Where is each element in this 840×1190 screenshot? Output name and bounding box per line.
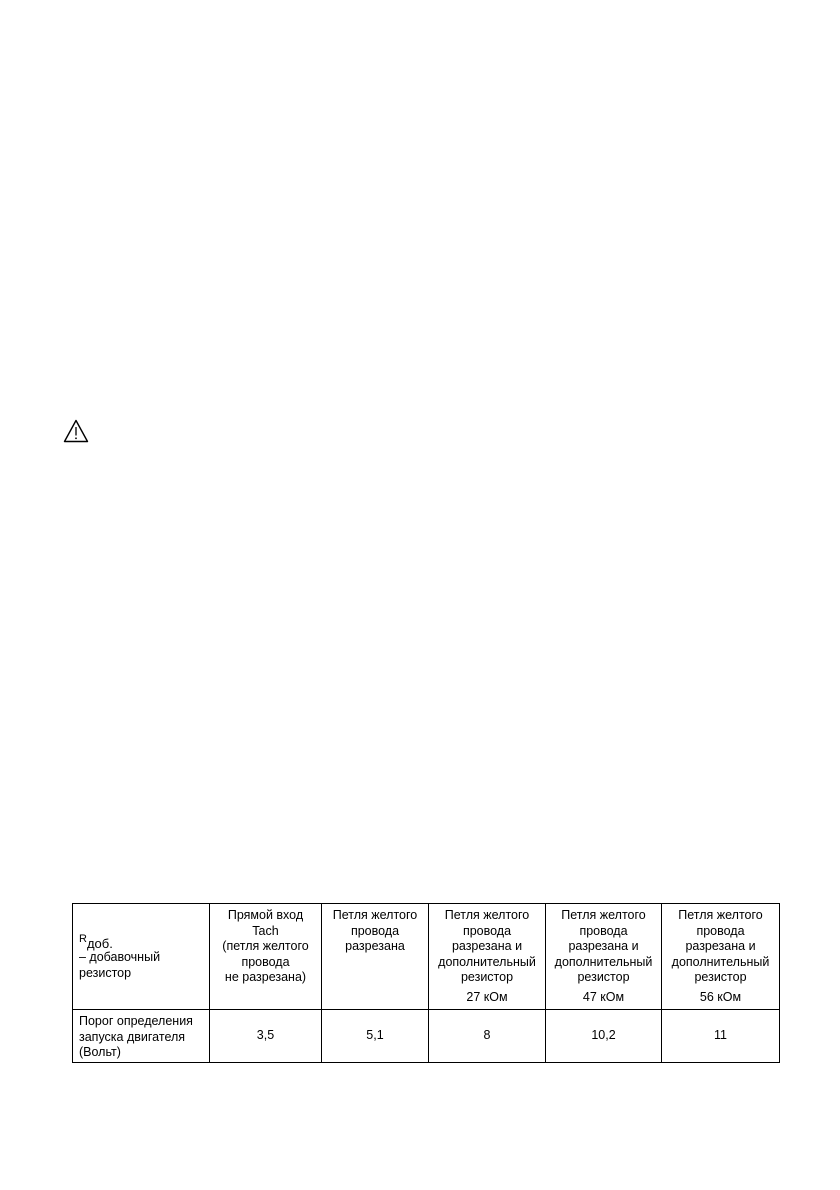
column-header-2: Петля желтого провода разрезана: [322, 904, 429, 1010]
resistor-value-56k: 56 кОм: [699, 990, 742, 1004]
corner-cell: [73, 904, 210, 1010]
resistor-subscript: доб.: [86, 935, 113, 951]
column-header-4: Петля желтого провода разрезана и дополнительный резистор 47 кОм: [546, 904, 662, 1010]
resistor-value-27k: 27 кОм: [466, 990, 508, 1004]
corner-line-3: резистор: [79, 965, 132, 980]
column-header-1: Прямой вход Tach (петля желтого провода не разрезана): [210, 904, 322, 1010]
threshold-value-1: 3,5: [210, 1010, 322, 1063]
column-header-5: Петля желтого провода разрезана и дополнительный резистор 56 кОм: [662, 904, 780, 1010]
threshold-value-5: 11: [662, 1010, 780, 1063]
threshold-table: [72, 903, 780, 1063]
column-header-3: Петля желтого провода разрезана и дополнительный резистор 27 кОм: [429, 904, 546, 1010]
table-row: [73, 1010, 780, 1063]
corner-line-2: – добавочный: [79, 950, 161, 964]
row-label-cell: Порог определения запуска двигателя (Вольт): [73, 1010, 210, 1063]
table-header-row: [73, 904, 780, 1010]
threshold-value-4: 10,2: [546, 1010, 662, 1063]
threshold-value-3: 8: [429, 1010, 546, 1063]
threshold-value-2: 5,1: [322, 1010, 429, 1063]
resistor-value-47k: 47 кОм: [582, 990, 625, 1004]
resistor-symbol: R: [79, 933, 87, 945]
warning-triangle-icon: [63, 419, 89, 443]
